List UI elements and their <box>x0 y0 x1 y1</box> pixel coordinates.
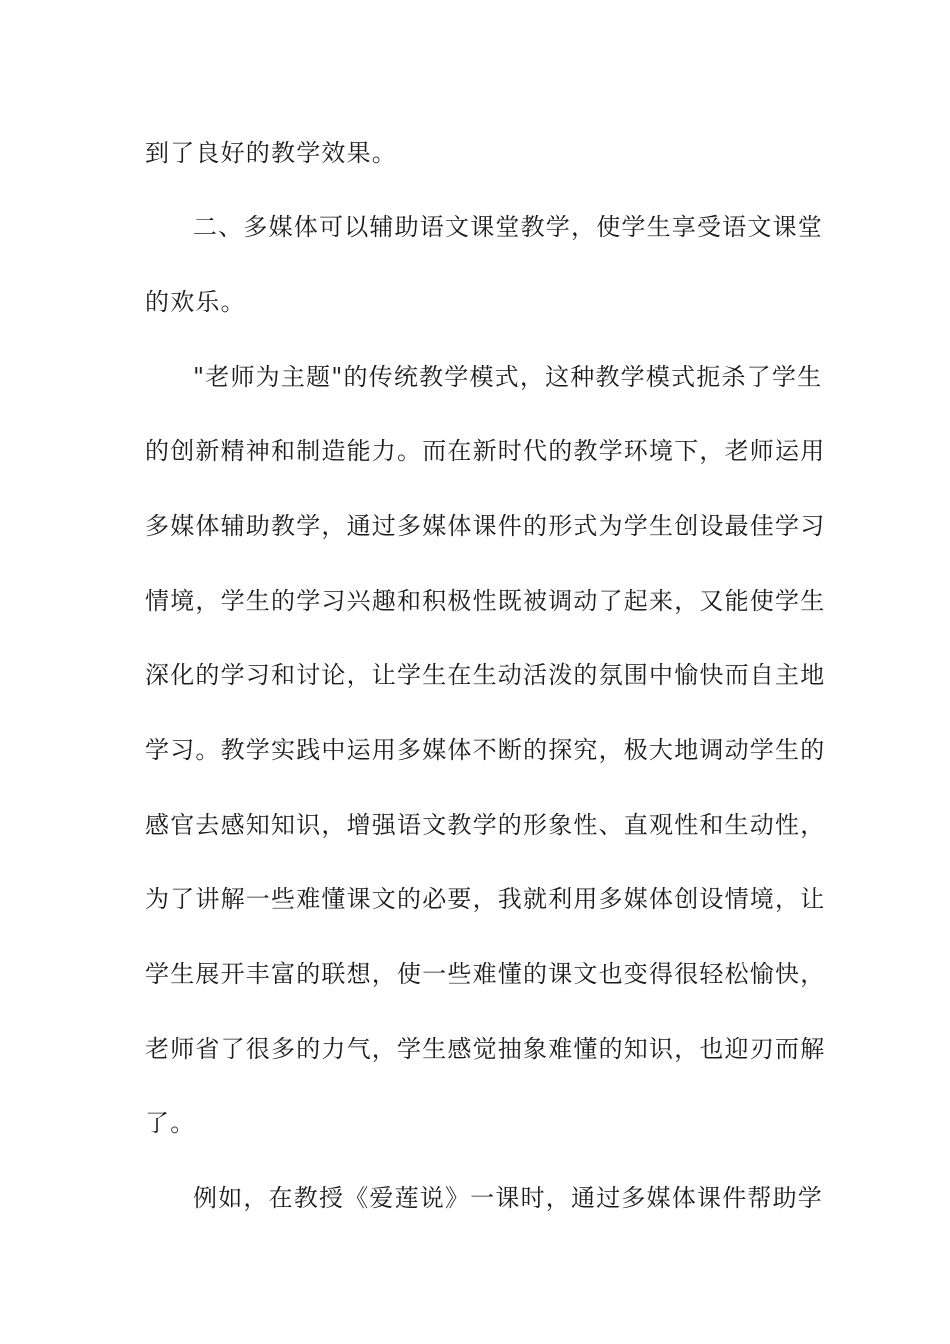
paragraph-line: 感官去感知知识，增强语文教学的形象性、直观性和生动性， <box>145 811 826 839</box>
paragraph-line: 学习。教学实践中运用多媒体不断的探究，极大地调动学生的 <box>145 736 826 764</box>
paragraph-line: 深化的学习和讨论，让学生在生动活泼的氛围中愉快而自主地 <box>145 661 826 689</box>
section-heading-line: 的欢乐。 <box>145 288 246 316</box>
paragraph-line: 为了讲解一些难懂课文的必要，我就利用多媒体创设情境，让 <box>145 885 826 913</box>
section-heading-line: 二、多媒体可以辅助语文课堂教学，使学生享受语文课堂 <box>193 213 823 241</box>
paragraph-line: 例如，在教授《爱莲说》一课时，通过多媒体课件帮助学 <box>193 1184 823 1212</box>
paragraph-line: 情境，学生的学习兴趣和积极性既被调动了起来，又能使学生 <box>145 587 826 615</box>
paragraph-line: "老师为主题"的传统教学模式，这种教学模式扼杀了学生 <box>193 363 823 391</box>
text-line: 到了良好的教学效果。 <box>145 139 397 167</box>
paragraph-line: 学生展开丰富的联想，使一些难懂的课文也变得很轻松愉快， <box>145 960 826 988</box>
paragraph-line: 老师省了很多的力气，学生感觉抽象难懂的知识，也迎刃而解 <box>145 1035 826 1063</box>
paragraph-line: 了。 <box>145 1109 196 1137</box>
paragraph-line: 的创新精神和制造能力。而在新时代的教学环境下，老师运用 <box>145 437 826 465</box>
paragraph-line: 多媒体辅助教学，通过多媒体课件的形式为学生创设最佳学习 <box>145 512 826 540</box>
